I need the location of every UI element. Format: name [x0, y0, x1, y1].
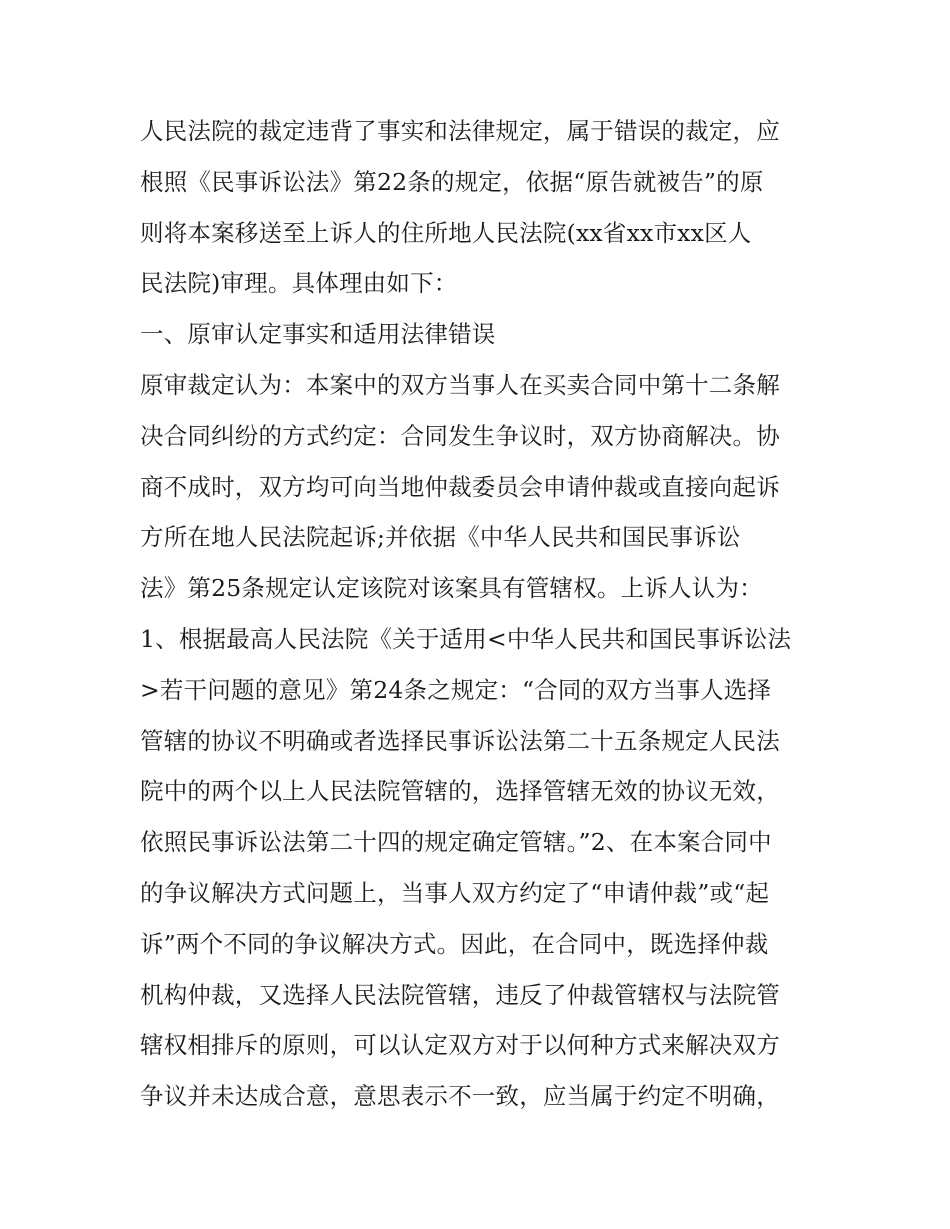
text-line: 争议并未达成合意，意思表示不一致，应当属于约定不明确， [140, 1082, 780, 1111]
text-line: 依照民事诉讼法第二十四的规定确定管辖。”2、在本案合同中 [140, 828, 772, 857]
text-line: 民法院)审理。具体理由如下： [140, 269, 458, 298]
text-line: 人民法院的裁定违背了事实和法律规定，属于错误的裁定，应 [140, 117, 780, 145]
document-body [140, 106, 820, 1122]
text-line: 则将本案移送至上诉人的住所地人民法院(xx省xx市xx区人 [140, 218, 752, 247]
text-line: 管辖的协议不明确或者选择民事诉讼法第二十五条规定人民法 [140, 726, 780, 755]
text-line: 决合同纠纷的方式约定：合同发生争议时，双方协商解决。协 [140, 421, 780, 450]
text-line: 商不成时，双方均可向当地仲裁委员会申请仲裁或直接向起诉 [140, 472, 780, 501]
text-line: 诉”两个不同的争议解决方式。因此，在合同中，既选择仲裁 [140, 929, 769, 958]
text-line: 机构仲裁，又选择人民法院管辖，违反了仲裁管辖权与法院管 [140, 980, 780, 1009]
text-line: >若干问题的意见》第24条之规定：“合同的双方当事人选择 [140, 675, 772, 704]
text-line: 根照《民事诉讼法》第22条的规定，依据“原告就被告”的原 [140, 167, 764, 196]
text-line: 院中的两个以上人民法院管辖的，选择管辖无效的协议无效， [140, 777, 780, 806]
section-heading: 一、原审认定事实和适用法律错误 [140, 320, 496, 349]
text-line: 方所在地人民法院起诉;并依据《中华人民共和国民事诉讼 [140, 523, 741, 552]
text-line: 辖权相排斥的原则，可以认定双方对于以何种方式来解决双方 [140, 1031, 780, 1060]
text-line: 的争议解决方式问题上，当事人双方约定了“申请仲裁”或“起 [140, 878, 770, 907]
text-line: 法》第25条规定认定该院对该案具有管辖权。上诉人认为： [140, 574, 763, 603]
text-line: 原审裁定认为：本案中的双方当事人在买卖合同中第十二条解 [140, 370, 780, 399]
text-line: 1、根据最高人民法院《关于适用<中华人民共和国民事诉讼法 [140, 624, 792, 653]
